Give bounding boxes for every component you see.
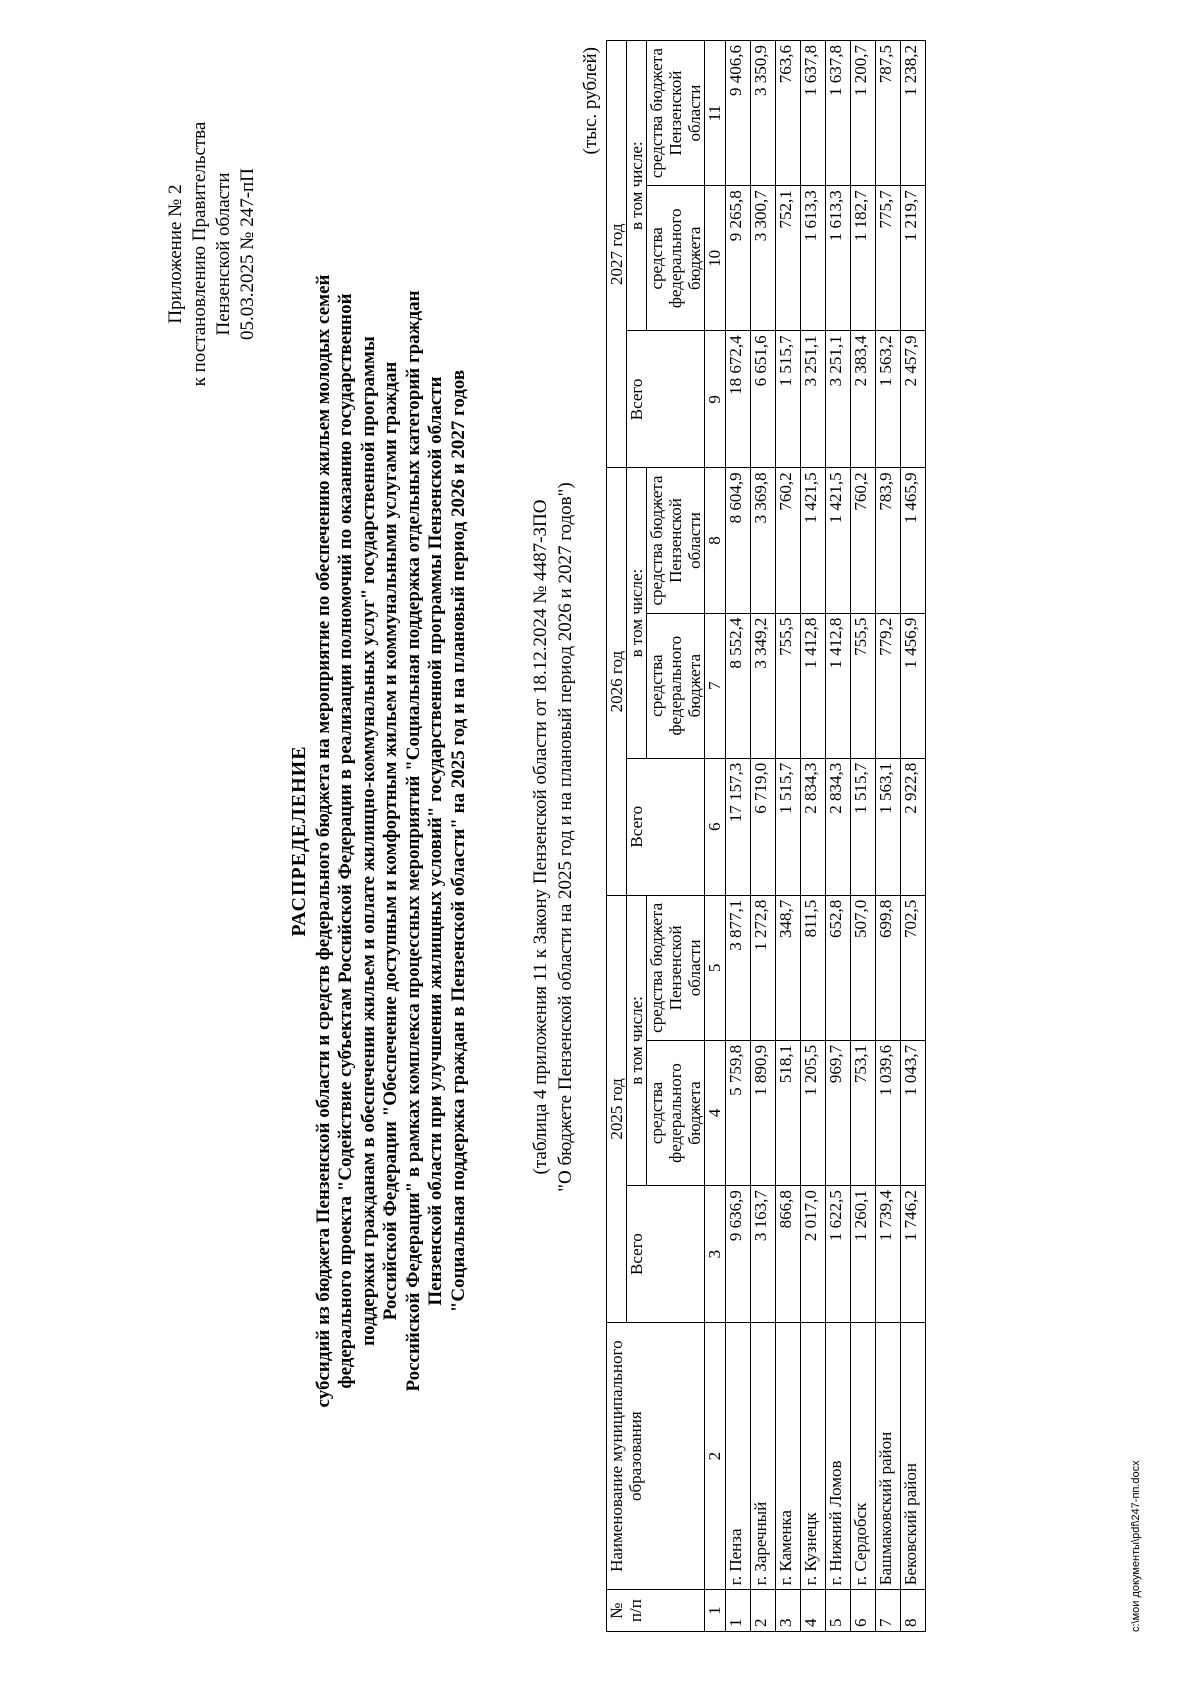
amount-cell: 783,9 <box>876 468 901 613</box>
column-number: 8 <box>705 468 726 613</box>
amount-cell: 753,1 <box>851 1040 876 1185</box>
header-federal-funds: средства федерального бюджета <box>647 613 705 758</box>
amount-cell: 3 877,1 <box>726 895 751 1040</box>
row-number: 1 <box>726 1590 751 1632</box>
amount-cell: 763,6 <box>776 41 801 186</box>
header-including: в том числе: <box>627 468 647 758</box>
title-line: субсидий из бюджета Пензенской области и средств федерального бюджета на мероприятие по обеспечению жильем молодых семей <box>312 274 334 1408</box>
municipality-name: г. Нижний Ломов <box>826 1323 851 1590</box>
header-total: Всего <box>627 758 705 895</box>
amount-cell: 755,5 <box>776 613 801 758</box>
amount-cell: 3 369,8 <box>751 468 776 613</box>
amount-cell: 2 834,3 <box>801 758 826 895</box>
municipality-name: Бековский район <box>901 1323 926 1590</box>
amount-cell: 3 349,2 <box>751 613 776 758</box>
amount-cell: 6 719,0 <box>751 758 776 895</box>
amount-cell: 2 457,9 <box>901 331 926 468</box>
amount-cell: 752,1 <box>776 186 801 331</box>
amount-cell: 1 563,2 <box>876 331 901 468</box>
amount-cell: 969,7 <box>826 1040 851 1185</box>
title-line: поддержки гражданам в обеспечении жильем и оплате жилищно-коммунальных услуг" государственной программы <box>357 336 379 1346</box>
amount-cell: 2 383,4 <box>851 331 876 468</box>
amount-cell: 8 604,9 <box>726 468 751 613</box>
amount-cell: 1 515,7 <box>776 758 801 895</box>
amount-cell: 3 350,9 <box>751 41 776 186</box>
amount-cell: 1 260,1 <box>851 1186 876 1323</box>
amount-cell: 1 412,8 <box>826 613 851 758</box>
header-name: Наименование муниципального образования <box>607 1323 705 1590</box>
column-number: 6 <box>705 758 726 895</box>
amount-cell: 1 622,5 <box>826 1186 851 1323</box>
units-label: (тыс. рублей) <box>580 47 601 155</box>
amount-cell: 787,5 <box>876 41 901 186</box>
amount-cell: 755,5 <box>851 613 876 758</box>
amount-cell: 1 515,7 <box>776 331 801 468</box>
document-title <box>288 181 470 1501</box>
amount-cell: 811,5 <box>801 895 826 1040</box>
column-number: 4 <box>705 1040 726 1185</box>
appendix-date-number: 05.03.2025 № 247-пП <box>237 168 258 340</box>
municipality-name: г. Сердобск <box>851 1323 876 1590</box>
municipality-name: г. Кузнецк <box>801 1323 826 1590</box>
amount-cell: 518,1 <box>776 1040 801 1185</box>
amount-cell: 8 552,4 <box>726 613 751 758</box>
header-regional-funds: средства бюджета Пензенской области <box>647 895 705 1040</box>
header-year-2025: 2025 год <box>607 895 627 1322</box>
amount-cell: 9 406,6 <box>726 41 751 186</box>
municipality-name: Башмаковский район <box>876 1323 901 1590</box>
row-number: 6 <box>851 1590 876 1632</box>
amount-cell: 1 039,6 <box>876 1040 901 1185</box>
column-number: 10 <box>705 186 726 331</box>
amount-cell: 1 412,8 <box>801 613 826 758</box>
amount-cell: 2 922,8 <box>901 758 926 895</box>
table-row <box>826 41 851 1632</box>
appendix-number: Приложение № 2 <box>165 184 186 324</box>
amount-cell: 1 613,3 <box>826 186 851 331</box>
title-line: Российской Федерации" в рамках комплекса процессных мероприятий "Социальная поддержка отдельных категорий граждан <box>402 290 424 1392</box>
municipality-name: г. Пенза <box>726 1323 751 1590</box>
title-line: федерального проекта "Содействие субъектам Российской Федерации в реализации полномочий по оказанию государственной <box>335 293 356 1389</box>
amount-cell: 760,2 <box>851 468 876 613</box>
amount-cell: 1 739,4 <box>876 1186 901 1323</box>
header-total: Всего <box>627 331 705 468</box>
column-number: 11 <box>705 41 726 186</box>
amount-cell: 348,7 <box>776 895 801 1040</box>
row-number: 2 <box>751 1590 776 1632</box>
row-number: 3 <box>776 1590 801 1632</box>
header-year-2026: 2026 год <box>607 468 627 895</box>
amount-cell: 1 043,7 <box>901 1040 926 1185</box>
amount-cell: 6 651,6 <box>751 331 776 468</box>
column-number: 9 <box>705 331 726 468</box>
amount-cell: 2 017,0 <box>801 1186 826 1323</box>
header-no: № п/п <box>607 1590 705 1632</box>
appendix-line: к постановлению Правительства <box>189 121 210 387</box>
amount-cell: 3 300,7 <box>751 186 776 331</box>
amount-cell: 1 182,7 <box>851 186 876 331</box>
amount-cell: 1 272,8 <box>751 895 776 1040</box>
header-including: в том числе: <box>627 41 647 331</box>
amount-cell: 1 205,5 <box>801 1040 826 1185</box>
column-number: 7 <box>705 613 726 758</box>
title-main: РАСПРЕДЕЛЕНИЕ <box>288 745 310 937</box>
distribution-table <box>606 40 926 1632</box>
table-row <box>776 41 801 1632</box>
municipality-name: г. Каменка <box>776 1323 801 1590</box>
column-number: 1 <box>705 1590 726 1632</box>
amount-cell: 1 200,7 <box>851 41 876 186</box>
amount-cell: 699,8 <box>876 895 901 1040</box>
amount-cell: 652,8 <box>826 895 851 1040</box>
table-row <box>876 41 901 1632</box>
amount-cell: 9 636,9 <box>726 1186 751 1323</box>
amount-cell: 507,0 <box>851 895 876 1040</box>
header-year-2027: 2027 год <box>607 41 627 468</box>
header-including: в том числе: <box>627 895 647 1185</box>
amount-cell: 1 746,2 <box>901 1186 926 1323</box>
amount-cell: 1 563,1 <box>876 758 901 895</box>
amount-cell: 1 637,8 <box>826 41 851 186</box>
amount-cell: 1 421,5 <box>826 468 851 613</box>
amount-cell: 1 465,9 <box>901 468 926 613</box>
amount-cell: 760,2 <box>776 468 801 613</box>
table-row <box>851 41 876 1632</box>
amount-cell: 1 456,9 <box>901 613 926 758</box>
amount-cell: 775,7 <box>876 186 901 331</box>
amount-cell: 5 759,8 <box>726 1040 751 1185</box>
amount-cell: 1 890,9 <box>751 1040 776 1185</box>
title-line: Российской Федерации "Обеспечение доступным и комфортным жильем и коммунальными услугами граждан <box>380 361 401 1321</box>
table-row <box>801 41 826 1632</box>
amount-cell: 18 672,4 <box>726 331 751 468</box>
amount-cell: 1 637,8 <box>801 41 826 186</box>
amount-cell: 9 265,8 <box>726 186 751 331</box>
amount-cell: 2 834,3 <box>826 758 851 895</box>
row-number: 7 <box>876 1590 901 1632</box>
column-number-row <box>705 41 726 1632</box>
file-path-footer: c:\мои документы\pdf\247-пп.docx <box>1130 1460 1142 1632</box>
header-regional-funds: средства бюджета Пензенской области <box>647 468 705 613</box>
source-line: (таблица 4 приложения 11 к Закону Пензенской области от 18.12.2024 № 4487-ЗПО <box>530 499 551 1175</box>
amount-cell: 17 157,3 <box>726 758 751 895</box>
amount-cell: 702,5 <box>901 895 926 1040</box>
title-line: "Социальная поддержка граждан в Пензенской области" на 2025 год и на плановый период 2026 и 2027 годов <box>447 369 469 1313</box>
table-row <box>751 41 776 1632</box>
row-number: 4 <box>801 1590 826 1632</box>
column-number: 5 <box>705 895 726 1040</box>
amount-cell: 1 238,2 <box>901 41 926 186</box>
row-number: 8 <box>901 1590 926 1632</box>
amount-cell: 1 219,7 <box>901 186 926 331</box>
row-number: 5 <box>826 1590 851 1632</box>
title-line: Пензенской области при улучшении жилищных условий" государственной программы Пензенской области <box>425 376 446 1306</box>
header-total: Всего <box>627 1186 705 1323</box>
header-federal-funds: средства федерального бюджета <box>647 186 705 331</box>
amount-cell: 3 163,7 <box>751 1186 776 1323</box>
table-row <box>726 41 751 1632</box>
amount-cell: 866,8 <box>776 1186 801 1323</box>
amount-cell: 1 515,7 <box>851 758 876 895</box>
column-number: 3 <box>705 1186 726 1323</box>
amount-cell: 1 421,5 <box>801 468 826 613</box>
amount-cell: 3 251,1 <box>801 331 826 468</box>
appendix-line: Пензенской области <box>213 172 234 336</box>
amount-cell: 1 613,3 <box>801 186 826 331</box>
source-reference <box>528 337 578 1337</box>
amount-cell: 779,2 <box>876 613 901 758</box>
municipality-name: г. Заречный <box>751 1323 776 1590</box>
appendix-header <box>164 54 260 454</box>
source-line: "О бюджете Пензенской области на 2025 год и на плановый период 2026 и 2027 годов") <box>555 482 576 1192</box>
header-federal-funds: средства федерального бюджета <box>647 1040 705 1185</box>
header-regional-funds: средства бюджета Пензенской области <box>647 41 705 186</box>
column-number: 2 <box>705 1323 726 1590</box>
amount-cell: 3 251,1 <box>826 331 851 468</box>
table-row <box>901 41 926 1632</box>
